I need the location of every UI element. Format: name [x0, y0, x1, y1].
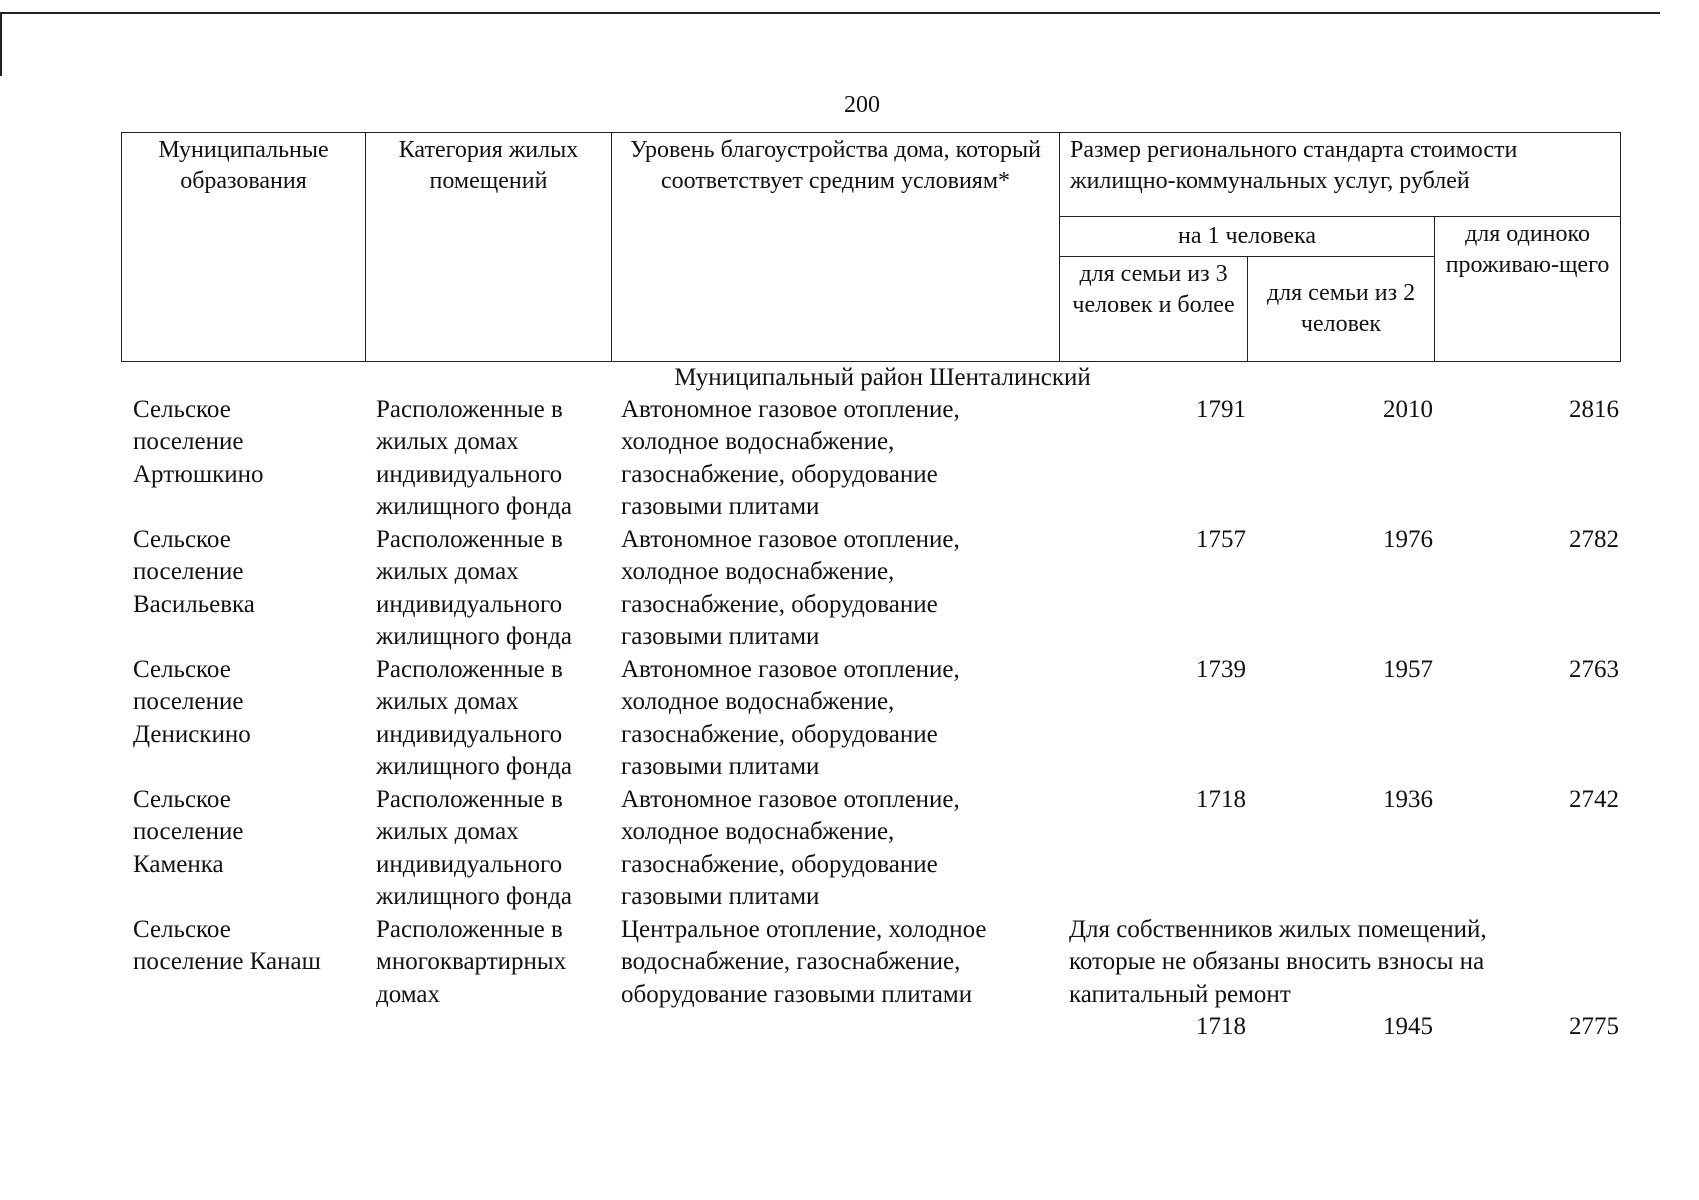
- table-row: [121, 914, 1620, 1044]
- cell-note: Для собственников жилых помещений, которые не обязаны вносить взносы на капитальный ремонт: [1069, 916, 1487, 1008]
- header-per-person: на 1 человека: [1060, 217, 1435, 257]
- page-frame-top: [0, 12, 1660, 14]
- cell-family2: 2010: [1383, 396, 1433, 423]
- header-category: Категория жилых помещений: [366, 133, 612, 362]
- cell-family3: 1757: [1196, 526, 1246, 553]
- cell-single: 2775: [1569, 1013, 1619, 1040]
- cell-family3: 1718: [1196, 786, 1246, 813]
- cell-municipality: Сельское поселение Артюшкино: [133, 396, 264, 488]
- header-family3: для семьи из 3 человек и более: [1060, 257, 1248, 362]
- cell-single: 2782: [1569, 526, 1619, 553]
- cell-single: 2742: [1569, 786, 1619, 813]
- table-header: [121, 132, 1621, 362]
- table-row: [121, 784, 1620, 914]
- cell-single: 2763: [1569, 656, 1619, 683]
- table-body: [121, 362, 1620, 1044]
- table-rows: [121, 394, 1620, 1044]
- cell-municipality: Сельское поселение Каменка: [133, 786, 244, 878]
- cell-municipality: Сельское поселение Канаш: [133, 916, 321, 976]
- cell-category: Расположенные в жилых домах индивидуального жилищного фонда: [376, 396, 572, 521]
- cell-single: 2816: [1569, 396, 1619, 423]
- cell-category: Расположенные в жилых домах индивидуального жилищного фонда: [376, 786, 572, 911]
- cell-category: Расположенные в жилых домах индивидуального жилищного фонда: [376, 656, 572, 781]
- header-level: Уровень благоустройства дома, который соответствует средним условиям*: [612, 133, 1060, 362]
- cell-family3: 1739: [1196, 656, 1246, 683]
- cell-level: Центральное отопление, холодное водоснабжение, газоснабжение, оборудование газовыми плитами: [621, 916, 987, 1008]
- header-standard: Размер регионального стандарта стоимости жилищно-коммунальных услуг, рублей: [1060, 133, 1621, 217]
- cell-category: Расположенные в многоквартирных домах: [376, 916, 567, 1008]
- header-family2: для семьи из 2 человек: [1248, 257, 1435, 362]
- cell-level: Автономное газовое отопление, холодное водоснабжение, газоснабжение, оборудование газовыми плитами: [621, 396, 960, 521]
- cell-family3: 1791: [1196, 396, 1246, 423]
- table-row: [121, 394, 1620, 524]
- header-single: для одиноко проживаю-щего: [1435, 217, 1621, 362]
- page-frame-left: [0, 12, 2, 76]
- cell-level: Автономное газовое отопление, холодное водоснабжение, газоснабжение, оборудование газовыми плитами: [621, 526, 960, 651]
- table-row: [121, 654, 1620, 784]
- cell-municipality: Сельское поселение Васильевка: [133, 526, 255, 618]
- cell-municipality: Сельское поселение Денискино: [133, 656, 251, 748]
- cell-family3: 1718: [1196, 1013, 1246, 1040]
- cell-family2: 1945: [1383, 1013, 1433, 1040]
- cell-family2: 1936: [1383, 786, 1433, 813]
- cell-level: Автономное газовое отопление, холодное водоснабжение, газоснабжение, оборудование газовыми плитами: [621, 786, 960, 911]
- header-municipal: Муниципальные образования: [122, 133, 366, 362]
- cell-family2: 1957: [1383, 656, 1433, 683]
- cell-family2: 1976: [1383, 526, 1433, 553]
- table-row: [121, 524, 1620, 654]
- cell-level: Автономное газовое отопление, холодное водоснабжение, газоснабжение, оборудование газовыми плитами: [621, 656, 960, 781]
- cell-category: Расположенные в жилых домах индивидуального жилищного фонда: [376, 526, 572, 651]
- district-heading: Муниципальный район Шенталинский: [674, 364, 1091, 391]
- page-number: 200: [844, 92, 880, 118]
